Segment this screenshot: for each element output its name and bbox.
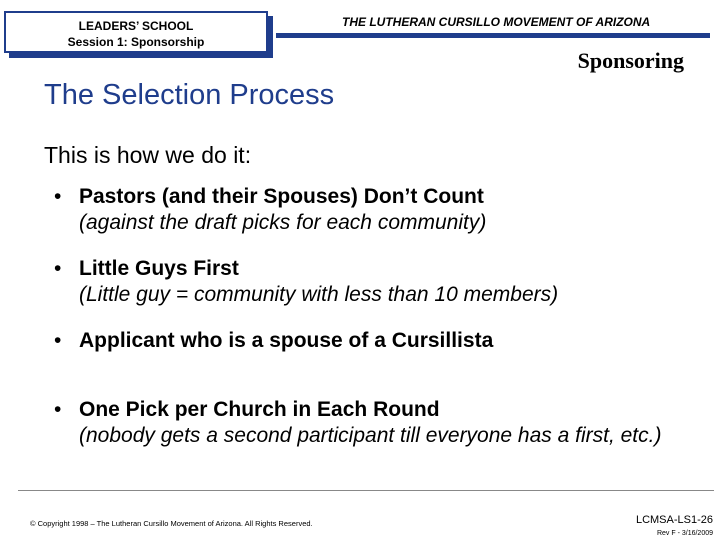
movement-name: THE LUTHERAN CURSILLO MOVEMENT OF ARIZONA — [342, 15, 651, 29]
bullet-main: Little Guys First — [79, 257, 239, 280]
bullet-item — [52, 397, 712, 449]
bullet-list — [52, 184, 712, 449]
bullet-item — [52, 256, 712, 308]
header-rule — [276, 33, 710, 38]
bullet-note: (nobody gets a second participant till everyone has a first, etc.) — [79, 424, 662, 447]
bullet-item — [52, 328, 712, 354]
copyright-notice: © Copyright 1998 – The Lutheran Cursillo Movement of Arizona. All Rights Reserved. — [30, 519, 313, 528]
bullet-dot: • — [54, 257, 62, 280]
slide-subtitle: This is how we do it: — [44, 142, 252, 168]
bullet-dot: • — [54, 185, 62, 208]
section-label: Sponsoring — [577, 48, 684, 73]
bullet-note: (against the draft picks for each community) — [79, 211, 487, 234]
document-code: LCMSA-LS1-26 — [635, 514, 713, 526]
bullet-main: Pastors (and their Spouses) Don’t Count — [79, 185, 484, 208]
school-session-box — [4, 11, 268, 53]
session-name: Session 1: Sponsorship — [67, 35, 205, 49]
bullet-item — [52, 184, 712, 236]
bullet-main: One Pick per Church in Each Round — [79, 398, 440, 421]
bullet-note: (Little guy = community with less than 10 members) — [79, 283, 559, 306]
school-name: LEADERS’ SCHOOL — [78, 19, 194, 33]
footer-rule — [18, 490, 714, 491]
bullet-dot: • — [54, 398, 62, 421]
bullet-dot: • — [54, 329, 62, 352]
revision-label: Rev F - 3/16/2009 — [656, 530, 713, 537]
slide-title: The Selection Process — [44, 79, 335, 111]
bullet-main: Applicant who is a spouse of a Cursillista — [79, 329, 494, 352]
